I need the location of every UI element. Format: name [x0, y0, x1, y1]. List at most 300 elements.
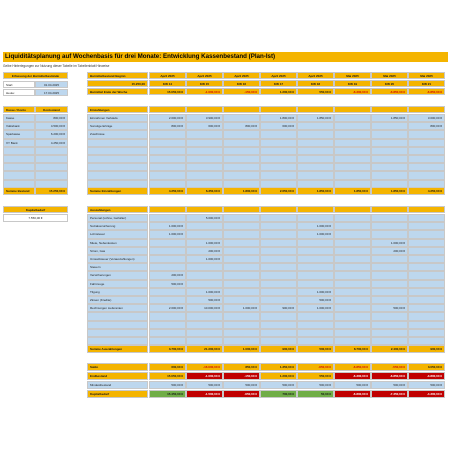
barmittel-beginn-value: 15.250,00 [87, 80, 148, 87]
account-name-cell[interactable] [3, 155, 35, 163]
auszahlung-cell[interactable] [149, 329, 186, 337]
einzahlung-cell[interactable] [149, 171, 186, 179]
auszahlung-cell[interactable] [408, 239, 445, 247]
einzahlung-cell[interactable] [371, 130, 408, 138]
auszahlung-label[interactable]: Versicherungen [87, 271, 148, 279]
auszahlungen-header: Auszahlungen [87, 206, 148, 213]
auszahlung-cell[interactable] [149, 337, 186, 345]
einzahlung-cell[interactable] [371, 163, 408, 171]
auszahlung-cell[interactable] [223, 247, 260, 255]
einzahlung-cell[interactable] [371, 155, 408, 163]
auszahlung-cell[interactable] [297, 271, 334, 279]
month-header: April 2025 [223, 72, 260, 79]
einzahlung-cell[interactable] [186, 147, 223, 155]
auszahlung-cell[interactable] [371, 222, 408, 230]
einzahlungen-header-cell [334, 106, 371, 113]
auszahlung-cell[interactable]: 1.000,00 € [297, 288, 334, 296]
einzahlung-cell[interactable]: 3.000,00 € [408, 114, 445, 122]
summary-cell: -6.850,00 € [334, 363, 371, 371]
auszahlung-cell[interactable]: 5.000,00 € [186, 214, 223, 222]
month-header: Mai 2025 [334, 72, 371, 79]
auszahlung-cell[interactable]: 200,00 € [149, 271, 186, 279]
auszahlung-cell[interactable] [223, 222, 260, 230]
auszahlung-cell[interactable] [371, 271, 408, 279]
auszahlung-cell[interactable]: 500,00 € [297, 296, 334, 304]
summary-label: Mindestbestand [87, 381, 148, 389]
summary-cell: 600,00 € [149, 363, 186, 371]
summe-einzahlungen-cell: 1.850,00 € [334, 187, 371, 195]
auszahlung-cell[interactable] [408, 337, 445, 345]
einzahlung-cell[interactable]: 1.850,00 € [371, 114, 408, 122]
summe-einzahlungen-label: Summe Einzahlungen [87, 187, 148, 195]
auszahlung-cell[interactable] [149, 296, 186, 304]
auszahlung-cell[interactable] [186, 230, 223, 238]
einzahlung-cell[interactable] [223, 114, 260, 122]
auszahlung-cell[interactable] [371, 230, 408, 238]
einzahlung-label[interactable]: Zuschüsse [87, 130, 148, 138]
auszahlung-cell[interactable] [371, 296, 408, 304]
account-balance-cell[interactable]: 800,00 € [35, 114, 68, 122]
auszahlung-cell[interactable]: 500,00 € [371, 304, 408, 312]
summe-einzahlungen-cell: 6.350,00 € [186, 187, 223, 195]
auszahlung-label[interactable] [87, 337, 148, 345]
auszahlung-cell[interactable] [223, 263, 260, 271]
auszahlung-cell[interactable] [260, 271, 297, 279]
auszahlung-cell[interactable] [260, 329, 297, 337]
heute-date-field[interactable]: 17.04.2025 [35, 89, 68, 96]
auszahlung-cell[interactable] [149, 312, 186, 320]
einzahlungen-header: Einzahlungen [87, 106, 148, 113]
auszahlung-cell[interactable] [334, 263, 371, 271]
auszahlung-cell[interactable] [149, 288, 186, 296]
auszahlung-label[interactable]: Tilgung [87, 288, 148, 296]
auszahlung-cell[interactable] [334, 296, 371, 304]
auszahlung-label[interactable] [87, 329, 148, 337]
auszahlung-cell[interactable] [223, 239, 260, 247]
auszahlung-cell[interactable] [408, 271, 445, 279]
einzahlung-cell[interactable] [408, 139, 445, 147]
auszahlung-cell[interactable] [408, 255, 445, 263]
account-name-cell[interactable]: Kasse [3, 114, 35, 122]
auszahlung-cell[interactable] [408, 312, 445, 320]
auszahlungen-header-cell [223, 206, 260, 213]
auszahlung-cell[interactable] [149, 239, 186, 247]
auszahlung-cell[interactable] [186, 222, 223, 230]
auszahlung-cell[interactable] [334, 312, 371, 320]
einzahlung-cell[interactable] [334, 171, 371, 179]
einzahlung-cell[interactable] [297, 130, 334, 138]
auszahlung-label[interactable]: Miete, Nebenkosten [87, 239, 148, 247]
auszahlung-cell[interactable] [297, 280, 334, 288]
einzahlung-cell[interactable] [223, 171, 260, 179]
auszahlung-cell[interactable]: 200,00 € [371, 247, 408, 255]
einzahlung-cell[interactable] [297, 147, 334, 155]
kontostand-header: Kontostand [35, 106, 68, 113]
auszahlung-cell[interactable] [186, 321, 223, 329]
week-header: KW 14 [149, 80, 186, 87]
einzahlung-cell[interactable] [260, 171, 297, 179]
auszahlung-cell[interactable] [149, 247, 186, 255]
account-balance-cell[interactable]: 4.500,00 € [35, 122, 68, 130]
auszahlung-cell[interactable] [408, 280, 445, 288]
einzahlungen-header-cell [223, 106, 260, 113]
account-name-cell[interactable] [3, 163, 35, 171]
einzahlung-cell[interactable]: 3.900,00 € [186, 114, 223, 122]
einzahlung-cell[interactable]: 2.000,00 € [149, 114, 186, 122]
auszahlung-cell[interactable] [186, 280, 223, 288]
auszahlung-cell[interactable] [260, 280, 297, 288]
einzahlung-cell[interactable] [408, 155, 445, 163]
summe-auszahlungen-cell: 500,00 € [297, 345, 334, 353]
einzahlung-cell[interactable] [260, 130, 297, 138]
einzahlung-cell[interactable] [223, 155, 260, 163]
auszahlung-cell[interactable] [371, 214, 408, 222]
auszahlung-cell[interactable] [334, 239, 371, 247]
auszahlung-cell[interactable] [334, 337, 371, 345]
einzahlung-cell[interactable] [260, 147, 297, 155]
einzahlung-cell[interactable] [371, 171, 408, 179]
auszahlung-cell[interactable] [297, 337, 334, 345]
auszahlung-cell[interactable] [334, 230, 371, 238]
week-header: KW 16 [223, 80, 260, 87]
summary-cell: 500,00 € [334, 381, 371, 389]
einzahlung-cell[interactable] [260, 163, 297, 171]
auszahlung-cell[interactable]: 500,00 € [149, 280, 186, 288]
auszahlung-cell[interactable] [186, 312, 223, 320]
einzahlung-cell[interactable]: 600,00 € [186, 122, 223, 130]
einzahlungen-header-cell [186, 106, 223, 113]
auszahlung-cell[interactable] [334, 280, 371, 288]
auszahlung-label[interactable] [87, 321, 148, 329]
auszahlung-cell[interactable] [186, 271, 223, 279]
auszahlung-cell[interactable] [260, 247, 297, 255]
summary-label: Saldo [87, 363, 148, 371]
kapitalbedarf-value: 7.550,00 € [3, 214, 68, 222]
summary-cell: 15.050,00 € [149, 372, 186, 380]
auszahlung-cell[interactable]: 1.000,00 € [297, 222, 334, 230]
auszahlung-cell[interactable] [297, 321, 334, 329]
einzahlungen-header-cell [149, 106, 186, 113]
auszahlung-cell[interactable] [334, 271, 371, 279]
auszahlung-cell[interactable] [297, 255, 334, 263]
auszahlung-cell[interactable] [334, 214, 371, 222]
barmittel-beginn-label: Barmittelbestand Beginn [87, 72, 148, 79]
summary-cell: 500,00 € [186, 381, 223, 389]
account-name-cell[interactable] [3, 147, 35, 155]
auszahlung-label[interactable]: Steuern [87, 263, 148, 271]
summe-auszahlungen-cell: 1.000,00 € [223, 345, 260, 353]
auszahlung-cell[interactable] [223, 312, 260, 320]
summary-cell: -6.300,00 € [334, 372, 371, 380]
auszahlung-cell[interactable]: 500,00 € [186, 296, 223, 304]
auszahlung-cell[interactable] [223, 280, 260, 288]
einzahlung-cell[interactable] [223, 163, 260, 171]
summary-cell: -6.800,00 € [334, 390, 371, 398]
week-header: KW 15 [186, 80, 223, 87]
auszahlung-cell[interactable] [260, 337, 297, 345]
einzahlung-cell[interactable] [334, 155, 371, 163]
auszahlung-cell[interactable] [223, 255, 260, 263]
account-name-cell[interactable]: XY Bank [3, 139, 35, 147]
auszahlung-cell[interactable]: 2.000,00 € [149, 304, 186, 312]
einzahlung-label[interactable] [87, 163, 148, 171]
auszahlung-cell[interactable] [408, 247, 445, 255]
auszahlung-cell[interactable] [371, 288, 408, 296]
auszahlung-cell[interactable]: 1.000,00 € [186, 255, 223, 263]
auszahlung-cell[interactable] [223, 296, 260, 304]
auszahlung-cell[interactable] [371, 255, 408, 263]
auszahlung-label[interactable]: Umsatzsteuer (Vorauszahlungen) [87, 255, 148, 263]
auszahlung-cell[interactable]: 1.000,00 € [149, 230, 186, 238]
auszahlung-cell[interactable] [223, 321, 260, 329]
einzahlung-cell[interactable]: 1.850,00 € [297, 114, 334, 122]
auszahlung-cell[interactable] [260, 263, 297, 271]
summary-label: Kapitalbedarf [87, 390, 148, 398]
einzahlung-cell[interactable] [297, 122, 334, 130]
auszahlung-cell[interactable] [297, 214, 334, 222]
auszahlung-cell[interactable] [334, 321, 371, 329]
einzahlung-cell[interactable] [186, 130, 223, 138]
auszahlung-cell[interactable] [334, 247, 371, 255]
account-name-cell[interactable]: Volksbank [3, 122, 35, 130]
summary-cell: -150,00 € [223, 372, 260, 380]
auszahlung-cell[interactable]: 1.000,00 € [186, 239, 223, 247]
summe-auszahlungen-label: Summe Auszahlungen [87, 345, 148, 353]
auszahlung-cell[interactable]: 1.000,00 € [371, 239, 408, 247]
einzahlung-cell[interactable] [297, 139, 334, 147]
auszahlung-cell[interactable] [223, 271, 260, 279]
auszahlung-cell[interactable] [371, 329, 408, 337]
auszahlung-cell[interactable] [149, 255, 186, 263]
auszahlung-cell[interactable] [260, 312, 297, 320]
auszahlungen-header-cell [260, 206, 297, 213]
auszahlung-cell[interactable] [371, 337, 408, 345]
summary-cell: 3.050,00 € [408, 363, 445, 371]
auszahlung-cell[interactable] [223, 337, 260, 345]
summary-cell: -4.300,00 € [408, 390, 445, 398]
einzahlung-cell[interactable] [223, 147, 260, 155]
summary-cell: 1.200,00 € [260, 372, 297, 380]
einzahlung-cell[interactable] [334, 114, 371, 122]
einzahlungen-header-cell [297, 106, 334, 113]
einzahlung-cell[interactable] [149, 163, 186, 171]
month-header: Mai 2025 [408, 72, 445, 79]
einzahlung-cell[interactable] [334, 130, 371, 138]
auszahlung-cell[interactable] [297, 239, 334, 247]
einzahlung-label[interactable] [87, 155, 148, 163]
week-header: KW 21 [408, 80, 445, 87]
summary-cell: -3.800,00 € [408, 372, 445, 380]
auszahlung-cell[interactable] [371, 321, 408, 329]
einzahlung-cell[interactable] [371, 147, 408, 155]
auszahlung-cell[interactable] [408, 329, 445, 337]
einzahlung-cell[interactable] [334, 122, 371, 130]
summe-auszahlungen-cell: 2.400,00 € [371, 345, 408, 353]
auszahlung-cell[interactable]: 200,00 € [186, 247, 223, 255]
auszahlung-cell[interactable]: 1.000,00 € [149, 222, 186, 230]
auszahlung-cell[interactable] [408, 321, 445, 329]
einzahlungen-header-cell [371, 106, 408, 113]
einzahlung-cell[interactable] [149, 147, 186, 155]
einzahlung-cell[interactable] [223, 139, 260, 147]
auszahlung-cell[interactable] [297, 263, 334, 271]
einzahlung-cell[interactable] [408, 130, 445, 138]
einzahlung-cell[interactable]: 800,00 € [223, 122, 260, 130]
einzahlung-cell[interactable] [149, 155, 186, 163]
kapitalbedarf-label: Kapitalbedarf [3, 206, 68, 213]
einzahlung-cell[interactable] [297, 171, 334, 179]
auszahlung-cell[interactable] [408, 222, 445, 230]
auszahlung-cell[interactable] [223, 230, 260, 238]
einzahlung-cell[interactable] [408, 147, 445, 155]
summary-cell: 500,00 € [371, 381, 408, 389]
auszahlung-cell[interactable] [408, 296, 445, 304]
auszahlung-cell[interactable] [297, 247, 334, 255]
auszahlung-cell[interactable] [371, 312, 408, 320]
auszahlung-cell[interactable] [260, 255, 297, 263]
auszahlung-cell[interactable] [334, 255, 371, 263]
einzahlung-cell[interactable] [297, 155, 334, 163]
einzahlung-cell[interactable] [260, 139, 297, 147]
account-balance-cell[interactable] [35, 147, 68, 155]
einzahlung-label[interactable] [87, 171, 148, 179]
auszahlung-cell[interactable]: 1.000,00 € [297, 304, 334, 312]
einzahlung-cell[interactable] [297, 163, 334, 171]
einzahlung-cell[interactable] [334, 147, 371, 155]
auszahlung-cell[interactable] [371, 263, 408, 271]
account-balance-cell[interactable] [35, 171, 68, 179]
auszahlung-cell[interactable] [408, 304, 445, 312]
summary-cell: 500,00 € [260, 381, 297, 389]
account-balance-cell[interactable] [35, 163, 68, 171]
auszahlung-cell[interactable]: 900,00 € [260, 304, 297, 312]
einzahlung-label[interactable]: Sonstige Erträge [87, 122, 148, 130]
auszahlung-cell[interactable] [334, 222, 371, 230]
auszahlung-cell[interactable] [334, 304, 371, 312]
auszahlung-label[interactable]: Personal (Löhne, Gehälter) [87, 214, 148, 222]
auszahlung-label[interactable]: Sozialversicherung [87, 222, 148, 230]
auszahlung-label[interactable]: Fahrzeuge [87, 280, 148, 288]
summary-cell: 1.350,00 € [260, 363, 297, 371]
auszahlung-cell[interactable]: 10.000,00 € [186, 304, 223, 312]
summary-label: Endbestand [87, 372, 148, 380]
auszahlung-cell[interactable] [223, 329, 260, 337]
auszahlung-cell[interactable] [408, 263, 445, 271]
auszahlung-cell[interactable] [260, 230, 297, 238]
week-header: KW 20 [371, 80, 408, 87]
auszahlung-cell[interactable] [149, 263, 186, 271]
auszahlungen-header-cell [371, 206, 408, 213]
auszahlung-cell[interactable]: 1.000,00 € [223, 304, 260, 312]
account-name-cell[interactable]: Sparkasse [3, 130, 35, 138]
summary-cell: 50,00 € [297, 390, 334, 398]
einzahlung-cell[interactable]: 600,00 € [260, 122, 297, 130]
auszahlung-cell[interactable] [186, 329, 223, 337]
einzahlung-cell[interactable] [186, 139, 223, 147]
auszahlung-label[interactable]: Zinsen (Kredite) [87, 296, 148, 304]
einzahlung-cell[interactable] [334, 163, 371, 171]
einzahlung-cell[interactable]: 1.800,00 € [260, 114, 297, 122]
einzahlung-cell[interactable] [371, 122, 408, 130]
auszahlung-cell[interactable] [297, 329, 334, 337]
auszahlung-cell[interactable]: 1.000,00 € [186, 288, 223, 296]
auszahlung-cell[interactable] [186, 337, 223, 345]
auszahlung-label[interactable] [87, 312, 148, 320]
einzahlung-cell[interactable] [186, 155, 223, 163]
einzahlung-cell[interactable] [371, 139, 408, 147]
auszahlung-cell[interactable] [186, 263, 223, 271]
auszahlung-cell[interactable] [223, 288, 260, 296]
auszahlung-cell[interactable] [334, 288, 371, 296]
page-title: Liquiditätsplanung auf Wochenbasis für drei Monate: Entwicklung Kassenbestand (Plan-Ist) [3, 52, 448, 62]
einzahlung-cell[interactable] [186, 171, 223, 179]
einzahlung-label[interactable]: Einnahmen Verkäufe [87, 114, 148, 122]
auszahlung-cell[interactable] [408, 230, 445, 238]
week-header: KW 19 [334, 80, 371, 87]
summary-cell: -550,00 € [371, 363, 408, 371]
auszahlung-label[interactable]: Lohnsteuer [87, 230, 148, 238]
barmittel-ende-label: Barmittel Ende der Woche [87, 88, 148, 95]
account-balance-cell[interactable]: 4.250,00 € [35, 139, 68, 147]
summary-cell: -7.350,00 € [371, 390, 408, 398]
auszahlung-cell[interactable] [297, 312, 334, 320]
einzahlung-cell[interactable] [260, 155, 297, 163]
auszahlung-cell[interactable] [223, 214, 260, 222]
auszahlung-cell[interactable] [260, 288, 297, 296]
auszahlung-cell[interactable] [408, 288, 445, 296]
summary-cell: 500,00 € [223, 381, 260, 389]
einzahlung-cell[interactable] [186, 163, 223, 171]
einzahlung-cell[interactable]: 800,00 € [149, 122, 186, 130]
auszahlung-cell[interactable] [149, 214, 186, 222]
auszahlung-cell[interactable] [334, 329, 371, 337]
account-balance-cell[interactable]: 6.200,00 € [35, 130, 68, 138]
einzahlung-cell[interactable] [149, 130, 186, 138]
auszahlung-cell[interactable] [260, 214, 297, 222]
auszahlung-cell[interactable] [260, 321, 297, 329]
auszahlungen-header-cell [149, 206, 186, 213]
auszahlung-cell[interactable] [260, 239, 297, 247]
auszahlung-label[interactable]: Rechnungen Lieferanten [87, 304, 148, 312]
einzahlung-cell[interactable] [149, 139, 186, 147]
auszahlung-cell[interactable] [260, 222, 297, 230]
einzahlung-cell[interactable] [223, 130, 260, 138]
auszahlung-label[interactable]: Strom, Gas [87, 247, 148, 255]
summary-cell: -650,00 € [223, 390, 260, 398]
account-balance-cell[interactable] [35, 155, 68, 163]
einzahlungen-header-cell [408, 106, 445, 113]
auszahlung-cell[interactable] [260, 296, 297, 304]
einzahlung-cell[interactable] [334, 139, 371, 147]
einzahlung-cell[interactable] [408, 163, 445, 171]
summary-cell: -650,00 € [297, 363, 334, 371]
week-end-balance: -6.850,00 € [371, 88, 408, 95]
einzahlung-label[interactable] [87, 147, 148, 155]
week-end-balance: 1.200,00 € [260, 88, 297, 95]
auszahlung-cell[interactable]: 1.000,00 € [297, 230, 334, 238]
auszahlung-cell[interactable] [408, 214, 445, 222]
einzahlung-label[interactable] [87, 139, 148, 147]
summe-einzahlungen-cell: 2.650,00 € [260, 187, 297, 195]
start-date-field[interactable]: 01.04.2025 [35, 81, 68, 88]
account-name-cell[interactable] [3, 171, 35, 179]
auszahlung-cell[interactable] [149, 321, 186, 329]
einzahlung-cell[interactable]: 800,00 € [408, 122, 445, 130]
einzahlung-cell[interactable] [408, 171, 445, 179]
summary-cell: 500,00 € [297, 381, 334, 389]
auszahlung-cell[interactable] [371, 280, 408, 288]
summary-cell: 500,00 € [408, 381, 445, 389]
